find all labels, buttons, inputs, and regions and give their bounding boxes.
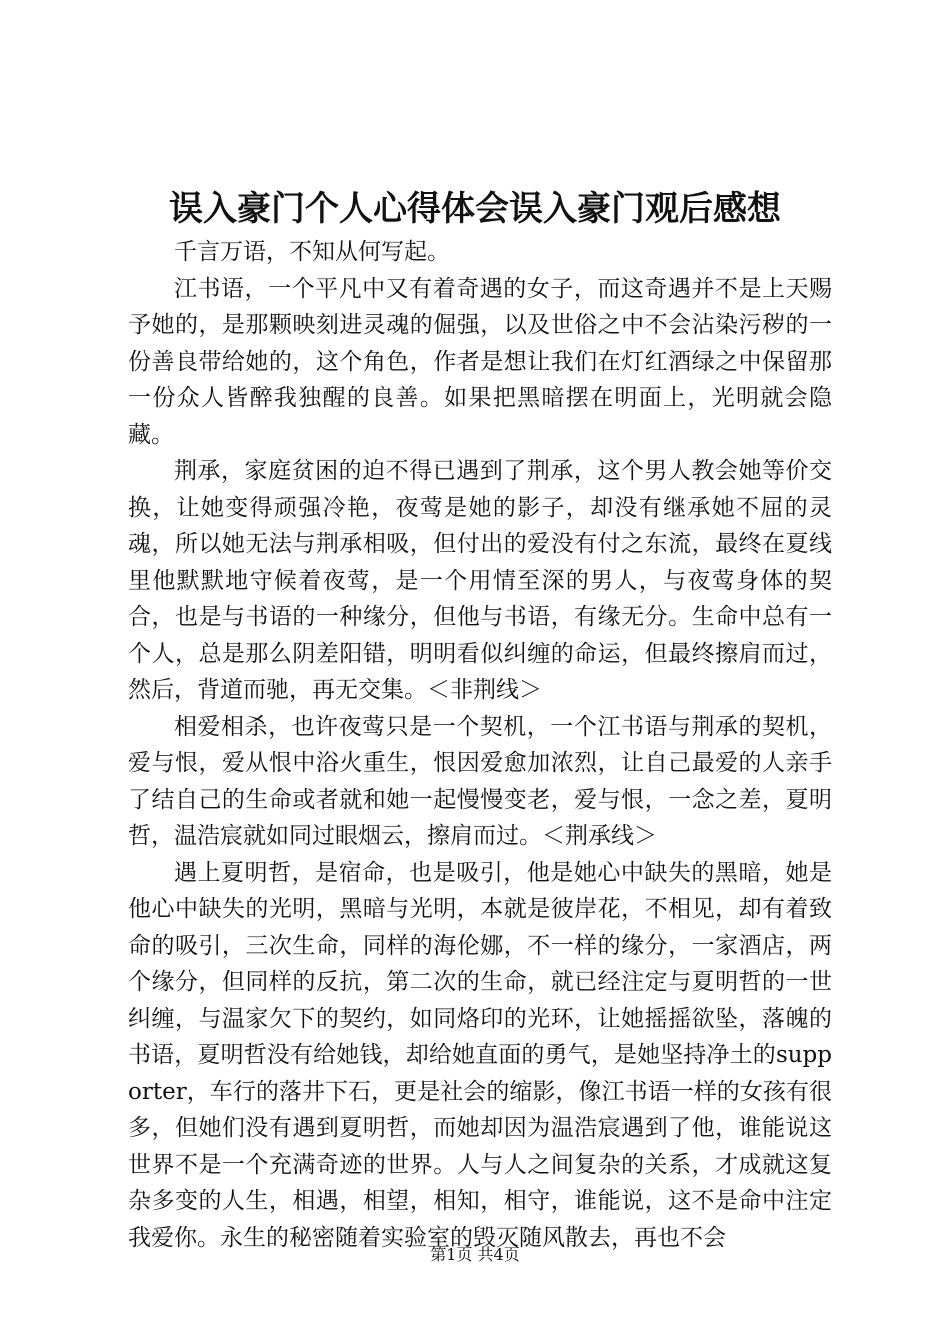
document-title: 误入豪门个人心得体会误入豪门观后感想 (169, 189, 781, 229)
document-body (128, 234, 832, 1256)
paragraph-2: 江书语，一个平凡中又有着奇遇的女子，而这奇遇并不是上天赐予她的，是那颗映刻进灵魂的倔强，以及世俗之中不会沾染污秽的一份善良带给她的，这个角色，作者是想让我们在灯红酒绿之中保留那一份众人皆醉我独醒的良善。如果把黑暗摆在明面上，光明就会隐藏。 (128, 275, 832, 448)
paragraph-4: 相爱相杀，也许夜莺只是一个契机，一个江书语与荆承的契机，爱与恨，爱从恨中浴火重生，恨因爱愈加浓烈，让自己最爱的人亲手了结自己的生命或者就和她一起慢慢变老，爱与恨，一念之差，夏明哲，温浩宸就如同过眼烟云，擦肩而过。＜荆承线＞ (128, 713, 832, 849)
page-footer: 第1页 共4页 (430, 1245, 520, 1264)
paragraph-5: 遇上夏明哲，是宿命，也是吸引，他是她心中缺失的黑暗，她是他心中缺失的光明，黑暗与光明，本就是彼岸花，不相见，却有着致命的吸引，三次生命，同样的海伦娜，不一样的缘分，一家酒店，两个缘分，但同样的反抗，第二次的生命，就已经注定与夏明哲的一世纠缠，与温家欠下的契约，如同烙印的光环，让她摇摇欲坠，落魄的书语，夏明哲没有给她钱，却给她直面的勇气，是她坚持净土的supporter，车行的落井下石，更是社会的缩影，像江书语一样的女孩有很多，但她们没有遇到夏明哲，而她却因为温浩宸遇到了他，谁能说这世界不是一个充满奇迹的世界。人与人之间复杂的关系，才成就这复杂多变的人生，相遇，相望，相知，相守，谁能说，这不是命中注定我爱你。永生的秘密随着实验室的毁灭随风散去，再也不会 (128, 859, 832, 1251)
paragraph-3: 荆承，家庭贫困的迫不得已遇到了荆承，这个男人教会她等价交换，让她变得顽强冷艳，夜莺是她的影子，却没有继承她不屈的灵魂，所以她无法与荆承相吸，但付出的爱没有付之东流，最终在夏线里他默默地守候着夜莺，是一个用情至深的男人，与夜莺身体的契合，也是与书语的一种缘分，但他与书语，有缘无分。生命中总有一个人，总是那么阴差阳错，明明看似纠缠的命运，但最终擦肩而过，然后，背道而驰，再无交集。＜非荆线＞ (128, 458, 832, 703)
paragraph-1: 千言万语，不知从何写起。 (174, 239, 450, 265)
